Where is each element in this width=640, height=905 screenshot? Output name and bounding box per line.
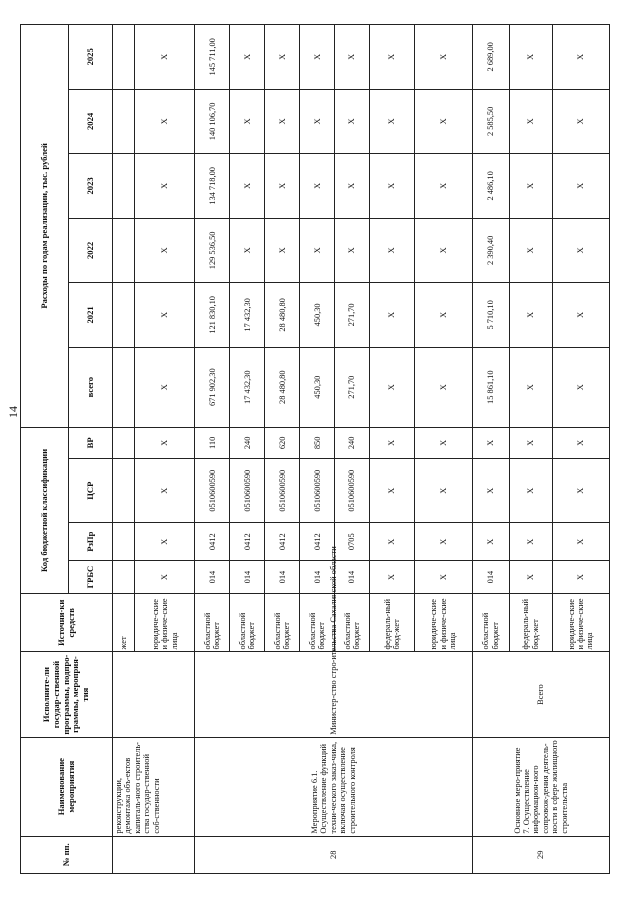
rzpr-cell: 0412: [265, 523, 300, 560]
header-vr: ВР: [69, 427, 113, 458]
cont-source: жет: [113, 594, 135, 652]
header-executor: Исполните-ли государ-ственной программы, подпро-граммы, мероприя-тия: [21, 652, 113, 737]
rzpr-cell: 0412: [300, 523, 335, 560]
vr-cell: Х: [415, 427, 473, 458]
rotated-page: [20, 24, 610, 874]
row-28-group: [195, 25, 472, 874]
rzpr-cell: Х: [370, 523, 415, 560]
csr-cell: 0510600590: [195, 458, 230, 523]
source-cell: областной бюджет: [230, 594, 265, 652]
total-cell: 671 902,30: [195, 347, 230, 427]
y2025-cell: Х: [230, 25, 265, 90]
csr-cell: 0510600590: [300, 458, 335, 523]
y2025-cell: Х: [300, 25, 335, 90]
y2022-cell: 129 536,50: [195, 218, 230, 283]
y2022-cell: Х: [335, 218, 370, 283]
csr-cell: Х: [415, 458, 473, 523]
row29-name: Основное меро-приятие 7. Осуществление информацион-ного сопровож-дения деятель-ности в сфере жилищного строительства: [472, 737, 609, 836]
header-rzpr: РзПр: [69, 523, 113, 560]
table-row: [195, 25, 230, 874]
rzpr-cell: 0705: [335, 523, 370, 560]
y2025-cell: Х: [370, 25, 415, 90]
y2023-cell: Х: [415, 154, 473, 219]
y2024-cell: Х: [230, 89, 265, 154]
y2021-cell: Х: [510, 283, 552, 348]
source-cell: областной бюджет: [300, 594, 335, 652]
row28-no: 28: [195, 836, 472, 873]
y2025-cell: Х: [510, 25, 552, 90]
rzpr-cell: 0412: [230, 523, 265, 560]
grbs-cell: 014: [265, 560, 300, 593]
y2023-cell: Х: [552, 154, 609, 219]
y2024-cell: Х: [370, 89, 415, 154]
y2023-cell: Х: [230, 154, 265, 219]
header-expenses: Расходы по годам реализации, тыс. рублей: [21, 25, 69, 428]
rzpr-cell: 0412: [195, 523, 230, 560]
y2021-cell: 450,30: [300, 283, 335, 348]
header-source: Источни-ки средств: [21, 594, 113, 652]
total-cell: Х: [510, 347, 552, 427]
header-csr: ЦСР: [69, 458, 113, 523]
y2021-cell: Х: [370, 283, 415, 348]
total-cell: Х: [552, 347, 609, 427]
table-row: [113, 25, 135, 874]
vr-cell: 240: [335, 427, 370, 458]
cont-name: реконструкции, демонтажа объ-ектов капиталь-ного строитель-ства государ-ственной соб-ственности: [113, 737, 195, 836]
total-cell: 450,30: [300, 347, 335, 427]
header-2022: 2022: [69, 218, 113, 283]
y2025-cell: Х: [265, 25, 300, 90]
y2023-cell: Х: [265, 154, 300, 219]
grbs-cell: Х: [552, 560, 609, 593]
row-29-group: [472, 25, 609, 874]
y2024-cell: Х: [415, 89, 473, 154]
y2024-cell: Х: [335, 89, 370, 154]
budget-table: [20, 24, 610, 874]
total-cell: 15 861,10: [472, 347, 509, 427]
grbs-cell: 014: [230, 560, 265, 593]
y2024-cell: Х: [265, 89, 300, 154]
header-2023: 2023: [69, 154, 113, 219]
y2023-cell: 134 718,00: [195, 154, 230, 219]
y2022-cell: Х: [370, 218, 415, 283]
vr-cell: Х: [552, 427, 609, 458]
y2022-cell: Х: [510, 218, 552, 283]
header-2025: 2025: [69, 25, 113, 90]
y2021-cell: 5 710,10: [472, 283, 509, 348]
y2022-cell: Х: [415, 218, 473, 283]
rzpr-cell: Х: [510, 523, 552, 560]
vr-cell: 240: [230, 427, 265, 458]
source-cell: юридиче-ские и физиче-ские лица: [552, 594, 609, 652]
y2021-cell: 17 432,30: [230, 283, 265, 348]
y2022-cell: Х: [230, 218, 265, 283]
y2023-cell: Х: [370, 154, 415, 219]
csr-cell: Х: [472, 458, 509, 523]
header-total: всего: [69, 347, 113, 427]
source-cell: юридиче-ские и физиче-ские лица: [415, 594, 473, 652]
grbs-cell: Х: [510, 560, 552, 593]
row29-no: 29: [472, 836, 609, 873]
y2021-cell: Х: [415, 283, 473, 348]
y2025-cell: 2 689,00: [472, 25, 509, 90]
y2023-cell: 2 486,10: [472, 154, 509, 219]
source-cell: федераль-ный бюд-жет: [370, 594, 415, 652]
y2025-cell: Х: [415, 25, 473, 90]
grbs-cell: Х: [370, 560, 415, 593]
rzpr-cell: Х: [552, 523, 609, 560]
header-2021: 2021: [69, 283, 113, 348]
grbs-cell: 014: [195, 560, 230, 593]
total-cell: Х: [370, 347, 415, 427]
y2023-cell: Х: [510, 154, 552, 219]
total-cell: 28 480,80: [265, 347, 300, 427]
csr-cell: Х: [370, 458, 415, 523]
y2021-cell: 28 480,80: [265, 283, 300, 348]
grbs-cell: 014: [472, 560, 509, 593]
total-cell: Х: [415, 347, 473, 427]
page-number: 14: [6, 406, 20, 418]
source-cell: областной бюджет: [195, 594, 230, 652]
vr-cell: Х: [370, 427, 415, 458]
y2022-cell: Х: [552, 218, 609, 283]
grbs-cell: Х: [415, 560, 473, 593]
header-2024: 2024: [69, 89, 113, 154]
vr-cell: Х: [510, 427, 552, 458]
y2024-cell: 2 585,50: [472, 89, 509, 154]
csr-cell: Х: [510, 458, 552, 523]
y2022-cell: Х: [265, 218, 300, 283]
csr-cell: 0510600590: [335, 458, 370, 523]
y2021-cell: 271,70: [335, 283, 370, 348]
header-name: Наименование мероприятия: [21, 737, 113, 836]
vr-cell: 850: [300, 427, 335, 458]
y2023-cell: Х: [300, 154, 335, 219]
csr-cell: 0510600590: [230, 458, 265, 523]
table-row: юридиче-ские и физиче-ские лица Х Х Х Х Х Х Х Х Х Х: [135, 25, 195, 874]
y2022-cell: 2 390,40: [472, 218, 509, 283]
y2024-cell: Х: [552, 89, 609, 154]
y2024-cell: 140 106,70: [195, 89, 230, 154]
header-grbs: ГРБС: [69, 560, 113, 593]
vr-cell: Х: [472, 427, 509, 458]
total-cell: 17 432,30: [230, 347, 265, 427]
header-no: № пп.: [21, 836, 113, 873]
vr-cell: 110: [195, 427, 230, 458]
y2024-cell: Х: [300, 89, 335, 154]
source-cell: областной бюджет: [335, 594, 370, 652]
rzpr-cell: Х: [415, 523, 473, 560]
y2022-cell: Х: [300, 218, 335, 283]
source-cell: областной бюджет: [265, 594, 300, 652]
y2025-cell: Х: [335, 25, 370, 90]
y2021-cell: 121 830,10: [195, 283, 230, 348]
y2025-cell: 145 711,00: [195, 25, 230, 90]
y2021-cell: Х: [552, 283, 609, 348]
csr-cell: Х: [552, 458, 609, 523]
header-row-1: [21, 25, 69, 874]
rzpr-cell: Х: [472, 523, 509, 560]
total-cell: 271,70: [335, 347, 370, 427]
cont-source: юридиче-ские и физиче-ские лица: [135, 594, 195, 652]
grbs-cell: 014: [335, 560, 370, 593]
source-cell: областной бюджет: [472, 594, 509, 652]
csr-cell: 0510600590: [265, 458, 300, 523]
header-budget-code: Код бюджетной классификации: [21, 427, 69, 593]
grbs-cell: 014: [300, 560, 335, 593]
row28-name: Мероприятие 6.1. Осуществление функций техни-ческого заказ-чика, включая осуществление строительного контроля: [195, 737, 472, 836]
row28-executor: Министер-ство стро-ительства Сахалинской области: [195, 652, 472, 737]
vr-cell: 620: [265, 427, 300, 458]
y2024-cell: Х: [510, 89, 552, 154]
source-cell: федераль-ный бюд-жет: [510, 594, 552, 652]
row29-executor: Всего: [472, 652, 609, 737]
y2025-cell: Х: [552, 25, 609, 90]
table-row: [472, 25, 509, 874]
y2023-cell: Х: [335, 154, 370, 219]
